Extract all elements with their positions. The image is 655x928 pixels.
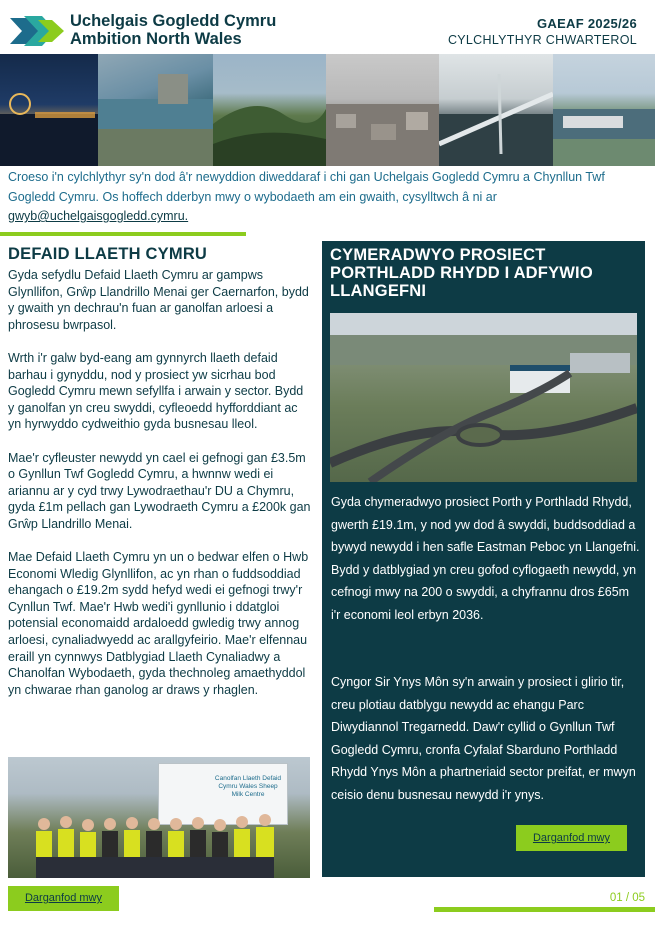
article-paragraph: Mae Defaid Llaeth Cymru yn un o bedwar elfen o Hwb Economi Wledig Glynllifon, ac yn rhan o fuddsoddiad ehangach o £19.2m sydd hefyd wedi ei gefnogi trwy'r Cynllun Twf. Mae'r Hwb wedi'i gynllunio i ddatgloi potensial economaidd ardaloedd gwledig trwy annog arloesi, cynaliadwyedd ac arallgyfeirio. Mae'r elfennau eraill yn cynnwys Datblygiad Llaeth Cynaliadwy a Chanolfan Wybodaeth, gyda thechnoleg amaethyddol yn chwarae rhan ganolog ar draws y rhaglen. <box>8 550 309 697</box>
intro-divider <box>0 232 246 236</box>
panel-heading: CYMERADWYO PROSIECT PORTHLADD RHYDD I ADFYWIO LLANGEFNI <box>330 246 593 300</box>
hills-illustration <box>213 54 326 166</box>
contact-email-link[interactable]: gwyb@uchelgaisgogledd.cymru. <box>8 209 189 223</box>
article-paragraph: Gyda sefydlu Defaid Llaeth Cymru ar gampws Glynllifon, Grŵp Llandrillo Menai ger Caernarfon, bydd y gwaith yn dechrau'n fuan ar ganolfan arloesi a phrosesu bwrpasol. <box>8 268 309 332</box>
issue-type: CYLCHLYTHYR CHWARTEROL <box>447 33 637 47</box>
sign-caption: Canolfan Llaeth Defaid Cymru Wales Sheep Milk Centre <box>214 775 282 798</box>
intro-message: Croeso i'n cylchlythyr sy'n dod â'r newyddion diweddaraf i chi gan Uchelgais Gogledd Cymru a Chynllun Twf Gogledd Cymru. Os hoffech dderbyn mwy o wybodaeth am ein gwaith, cysylltwch â ni ar <box>8 170 605 204</box>
issue-season: GAEAF 2025/26 <box>536 16 637 31</box>
article-defaid-llaeth <box>8 244 312 698</box>
ambition-north-wales-logo-icon <box>8 12 68 50</box>
strip-photo-bridge <box>439 54 553 166</box>
brand-name-welsh: Uchelgais Gogledd Cymru <box>70 12 277 30</box>
discover-more-button-right[interactable]: Darganfod mwy <box>516 825 627 851</box>
bridge-illustration <box>439 54 553 166</box>
article-porthladd-rhydd-panel <box>322 241 645 877</box>
header-photo-strip <box>0 54 655 166</box>
night-town-illustration <box>0 54 98 166</box>
strip-photo-harbour-castle <box>98 54 213 166</box>
panel-paragraph: Gyda chymeradwyo prosiect Porth y Porthladd Rhydd, gwerth £19.1m, y nod yw dod â swyddi, buddsoddiad a bywyd newydd i hen safle Eastman Peboc yn Llangefni. Bydd y datblygiad yn creu gofod cyflogaeth newydd, yn cefnogi mwy na 200 o swyddi, a chyfrannu dros £65m i'r economi leol erbyn 2036. <box>331 495 640 622</box>
strip-photo-port <box>553 54 655 166</box>
issue-info <box>448 16 637 47</box>
article-heading: DEFAID LLAETH CYMRU <box>8 245 208 263</box>
harbour-illustration <box>98 54 213 166</box>
port-illustration <box>553 54 655 166</box>
brand-name <box>70 12 276 48</box>
industrial-park-aerial-photo <box>330 313 637 482</box>
discover-more-button-left[interactable]: Darganfod mwy <box>8 886 119 911</box>
intro-text <box>8 168 648 227</box>
page-number: 01 / 05 <box>609 892 645 904</box>
article-paragraph: Mae'r cyfleuster newydd yn cael ei gefnogi gan £3.5m o Gynllun Twf Gogledd Cymru, a hwnnw wedi ei ariannu ar y cyd trwy Lywodraethau'r DU a Chymru, gyda £1m pellach gan Lywodraeth Cymru a £200k gan Grŵp Llandrillo Menai. <box>8 450 311 531</box>
town-illustration <box>326 54 439 166</box>
article-paragraph: Wrth i'r galw byd-eang am gynnyrch llaeth defaid barhau i gynyddu, nod y prosiect yw sicrhau bod Gogledd Cymru mewn sefyllfa i arwain y sector. Bydd y ganolfan yn creu swyddi, cyfleoedd hyfforddiant ac yn hyrwyddo cydweithio gyda busnesau lleol. <box>8 350 304 432</box>
strip-photo-hills <box>213 54 326 166</box>
strip-photo-night-town <box>0 54 98 166</box>
page-header <box>0 0 655 54</box>
brand-name-english: Ambition North Wales <box>70 30 242 48</box>
strip-photo-town-aerial <box>326 54 439 166</box>
article-photo-group <box>8 757 310 878</box>
industrial-park-illustration <box>330 313 637 482</box>
panel-paragraph: Cyngor Sir Ynys Môn sy'n arwain y prosiect i glirio tir, creu plotiau datblygu newydd ac ehangu Parc Diwydiannol Tregarnedd. Daw'r cyllid o Gynllun Twf Gogledd Cymru, cronfa Cyfalaf Sbarduno Porthladd Rhydd Ynys Môn a phartneriaid sector preifat, er mwyn ceisio denu busnesau newydd i'r ynys. <box>331 675 636 802</box>
people-group-illustration <box>28 807 288 878</box>
footer-divider <box>434 907 655 912</box>
